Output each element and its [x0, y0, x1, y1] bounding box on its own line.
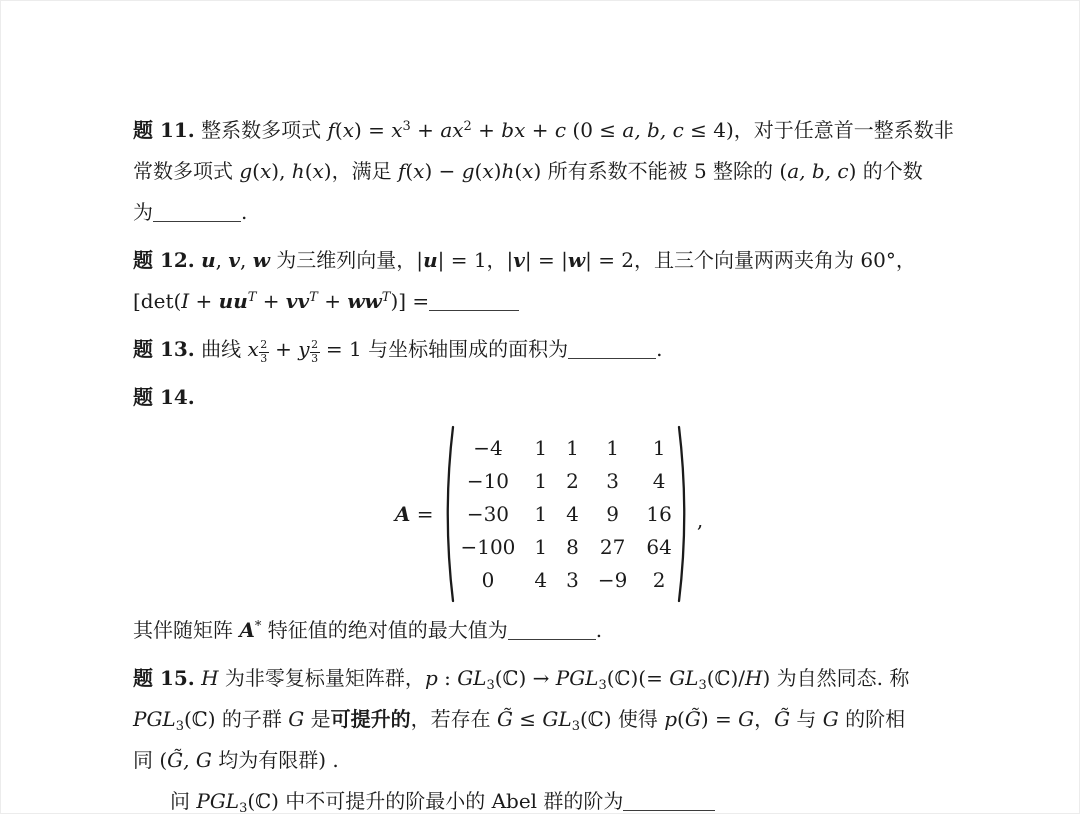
text-run: ) = [700, 707, 739, 731]
subscript: 3 [698, 677, 707, 693]
math-variable: p [424, 666, 438, 690]
math-variable: p [664, 707, 678, 731]
matrix-cell: 1 [534, 502, 548, 526]
trailing-comma: , [696, 508, 704, 532]
text-run: ，若存在 [410, 707, 497, 731]
text-run: + [268, 337, 299, 361]
math-variable: H [201, 666, 219, 690]
math-variable: G̃ [496, 707, 513, 731]
answer-blank [508, 625, 596, 640]
bold-text-run: 题 15. [133, 666, 195, 690]
math-variable: G [288, 707, 305, 731]
matrix-grid [460, 432, 671, 597]
superscript-transpose: T [247, 289, 257, 305]
math-variable: I [181, 289, 190, 313]
question-line [133, 240, 965, 281]
math-variable: x [391, 118, 403, 142]
subscript: 3 [571, 718, 580, 734]
matrix-cell: −10 [466, 469, 510, 493]
matrix-cell: 2 [652, 568, 666, 592]
text-run: + [317, 289, 348, 313]
matrix-cell: 1 [534, 535, 548, 559]
text-run: 的阶相 [838, 707, 906, 731]
matrix-cell: 1 [566, 436, 579, 460]
question-line [133, 610, 965, 651]
text-run: 均为有限群) . [211, 748, 339, 772]
matrix-cell: 4 [652, 469, 666, 493]
matrix-cell: 1 [534, 436, 548, 460]
fraction-denominator: 3 [311, 351, 319, 365]
math-variable: g [461, 159, 475, 183]
bold-text-run: 题 13. [133, 337, 195, 361]
question-13 [133, 329, 965, 370]
math-variable: x [482, 159, 494, 183]
text-run: (ℂ) 中不可提升的阶最小的 Abel 群的阶为 [247, 789, 624, 813]
math-variable: PGL [555, 666, 599, 690]
bold-text-run: 题 11. [133, 118, 195, 142]
subscript: 3 [239, 800, 248, 814]
question-14 [133, 377, 965, 651]
matrix-cell: 4 [534, 568, 548, 592]
text-run: | = 1，| [437, 248, 514, 272]
text-run: ≤ [512, 707, 543, 731]
bold-text-run: 题 12. [133, 248, 195, 272]
math-bold-variable: w [252, 248, 270, 272]
superscript-fraction [310, 339, 320, 365]
superscript-transpose: T [309, 289, 318, 305]
text-run: = 1 与坐标轴围成的面积为 [319, 337, 569, 361]
text-run: 与 [790, 707, 823, 731]
text-run: 为 [133, 200, 153, 224]
text-run: | = | [524, 248, 568, 272]
math-bold-variable: vv [285, 289, 310, 313]
subscript: 3 [598, 677, 607, 693]
fraction-denominator: 3 [260, 351, 268, 365]
math-variable: PGL [133, 707, 176, 731]
text-run: ) = [353, 118, 392, 142]
math-variable: GL [457, 666, 487, 690]
subscript: 3 [486, 677, 495, 693]
superscript: * [254, 618, 262, 634]
math-variable: bx [501, 118, 526, 142]
math-variable: x [522, 159, 534, 183]
text-run: (0 ≤ [566, 118, 623, 142]
math-variable: x [247, 337, 259, 361]
math-variable: PGL [196, 789, 240, 813]
math-variable: G [822, 707, 839, 731]
text-run: ( [304, 159, 313, 183]
matrix-lhs [395, 502, 434, 526]
math-variable: G̃ [774, 707, 791, 731]
math-variable: h [291, 159, 305, 183]
matrix-cell: 3 [606, 469, 619, 493]
matrix-cell: 16 [646, 502, 672, 526]
text-run: , [215, 248, 229, 272]
fraction-numerator: 2 [311, 338, 319, 351]
matrix-cell: 9 [606, 502, 619, 526]
text-run: ) 的个数 [848, 159, 923, 183]
bold-text-run: 可提升的 [330, 707, 411, 731]
text-run: . [595, 618, 603, 642]
math-bold-variable: uu [218, 289, 248, 313]
text-run: | = 2，且三个向量两两夹角为 60°， [585, 248, 916, 272]
text-run: 问 [170, 789, 197, 813]
math-variable: h [501, 159, 515, 183]
matrix-cell: −4 [473, 436, 503, 460]
math-bold-variable: v [513, 248, 525, 272]
question-line [133, 151, 965, 192]
text-run: ≤ 4)，对于任意首一整系数非 [683, 118, 954, 142]
text-run: . [656, 337, 663, 361]
matrix-cell: 2 [566, 469, 579, 493]
question-line [133, 329, 965, 370]
matrix-cell: 64 [646, 535, 672, 559]
matrix-cell: 27 [599, 535, 626, 559]
text-run: (ℂ) → [494, 666, 556, 690]
text-run: ( [514, 159, 523, 183]
bold-text-run: 题 14. [133, 385, 195, 409]
text-run: ), [271, 159, 292, 183]
question-11 [133, 110, 965, 233]
math-variable: G̃, G [167, 748, 212, 772]
right-parenthesis-glyph [677, 424, 691, 604]
math-bold-variable: ww [347, 289, 382, 313]
text-run: 曲线 [194, 337, 248, 361]
text-run: 常数多项式 [133, 159, 240, 183]
text-run: ( [677, 707, 685, 731]
matrix-cell: 8 [566, 535, 579, 559]
math-bold-variable: u [423, 248, 438, 272]
left-parenthesis-glyph [441, 424, 455, 604]
matrix-cell: 0 [481, 568, 495, 592]
text-run: )] = [390, 289, 430, 313]
text-run: ， [754, 707, 775, 731]
text-run: )，满足 [323, 159, 398, 183]
math-variable: ax [440, 118, 464, 142]
text-run: : [437, 666, 458, 690]
text-run: ) 为自然同态. 称 [762, 666, 910, 690]
math-bold-variable: w [567, 248, 586, 272]
math-variable: x [259, 159, 272, 183]
fraction-numerator: 2 [260, 338, 268, 351]
math-variable: x [312, 159, 324, 183]
math-variable: g [239, 159, 253, 183]
math-bold-variable: A [239, 618, 255, 642]
text-run: 是 [304, 707, 331, 731]
math-variable: c [554, 118, 567, 142]
text-run: + [410, 118, 441, 142]
answer-blank [623, 796, 715, 811]
superscript-transpose: T [381, 289, 391, 305]
math-variable: GL [542, 707, 572, 731]
math-bold-variable: v [228, 248, 241, 272]
math-variable: H [745, 666, 763, 690]
text-run: [det( [133, 289, 182, 313]
text-run: + [471, 118, 502, 142]
text-run: + [525, 118, 555, 142]
text-run: (ℂ) 使得 [579, 707, 665, 731]
text-run: ) [493, 159, 502, 183]
math-variable: a, b, c [622, 118, 684, 142]
answer-blank [429, 296, 519, 311]
question-line [133, 281, 965, 322]
superscript-fraction [259, 339, 269, 365]
math-variable: f [327, 118, 335, 142]
answer-blank [568, 344, 656, 359]
math-variable: a, b, c [787, 159, 849, 183]
text-run: 特征值的绝对值的最大值为 [261, 618, 508, 642]
text-run: 同 ( [133, 748, 168, 772]
text-run: ) − [424, 159, 462, 183]
text-run: 为非零复标量矩阵群， [218, 666, 425, 690]
math-variable: G [738, 707, 755, 731]
question-line [133, 658, 965, 699]
text-run: + [189, 289, 219, 313]
text-run: 为三维列向量，| [269, 248, 424, 272]
text-run: ( [405, 159, 414, 183]
math-variable: GL [669, 666, 699, 690]
text-run: ) 所有系数不能被 5 整除的 ( [533, 159, 788, 183]
matrix-cell: 1 [534, 469, 548, 493]
math-variable: f [397, 159, 406, 183]
math-bold-variable: u [201, 248, 216, 272]
superscript: 3 [402, 118, 411, 134]
matrix-cell: 1 [606, 436, 619, 460]
answer-blank [153, 207, 241, 222]
text-run: 整系数多项式 [194, 118, 328, 142]
matrix-cell: −100 [460, 535, 516, 559]
matrix-cell: −9 [597, 568, 628, 592]
matrix-display [133, 424, 965, 604]
question-15 [133, 658, 965, 814]
subscript: 3 [175, 718, 184, 734]
math-variable: y [298, 337, 310, 361]
text-run: , [240, 248, 253, 272]
question-12 [133, 240, 965, 322]
question-line [133, 781, 965, 814]
text-run: (ℂ) 的子群 [184, 707, 289, 731]
math-variable: x [413, 159, 425, 183]
question-line [133, 110, 965, 151]
text-run: (ℂ)(= [606, 666, 670, 690]
math-bold-variable: A [394, 502, 411, 526]
math-variable: x [342, 118, 354, 142]
matrix-cell: 3 [566, 568, 579, 592]
text-run: ( [252, 159, 260, 183]
text-run: . [241, 200, 248, 224]
math-variable: G̃ [684, 707, 701, 731]
question-line [133, 377, 965, 418]
equals-sign: = [410, 502, 434, 526]
question-line [133, 192, 965, 233]
matrix-cell: 1 [652, 436, 666, 460]
matrix-cell: 4 [566, 502, 579, 526]
text-run: 其伴随矩阵 [133, 618, 240, 642]
text-run: (ℂ)/ [706, 666, 746, 690]
question-line [133, 740, 965, 781]
superscript: 2 [463, 118, 472, 134]
text-run: ( [334, 118, 343, 142]
matrix-cell: −30 [466, 502, 510, 526]
questions-container [133, 110, 965, 814]
question-line [133, 699, 965, 740]
text-run: + [256, 289, 286, 313]
text-run: ( [474, 159, 483, 183]
